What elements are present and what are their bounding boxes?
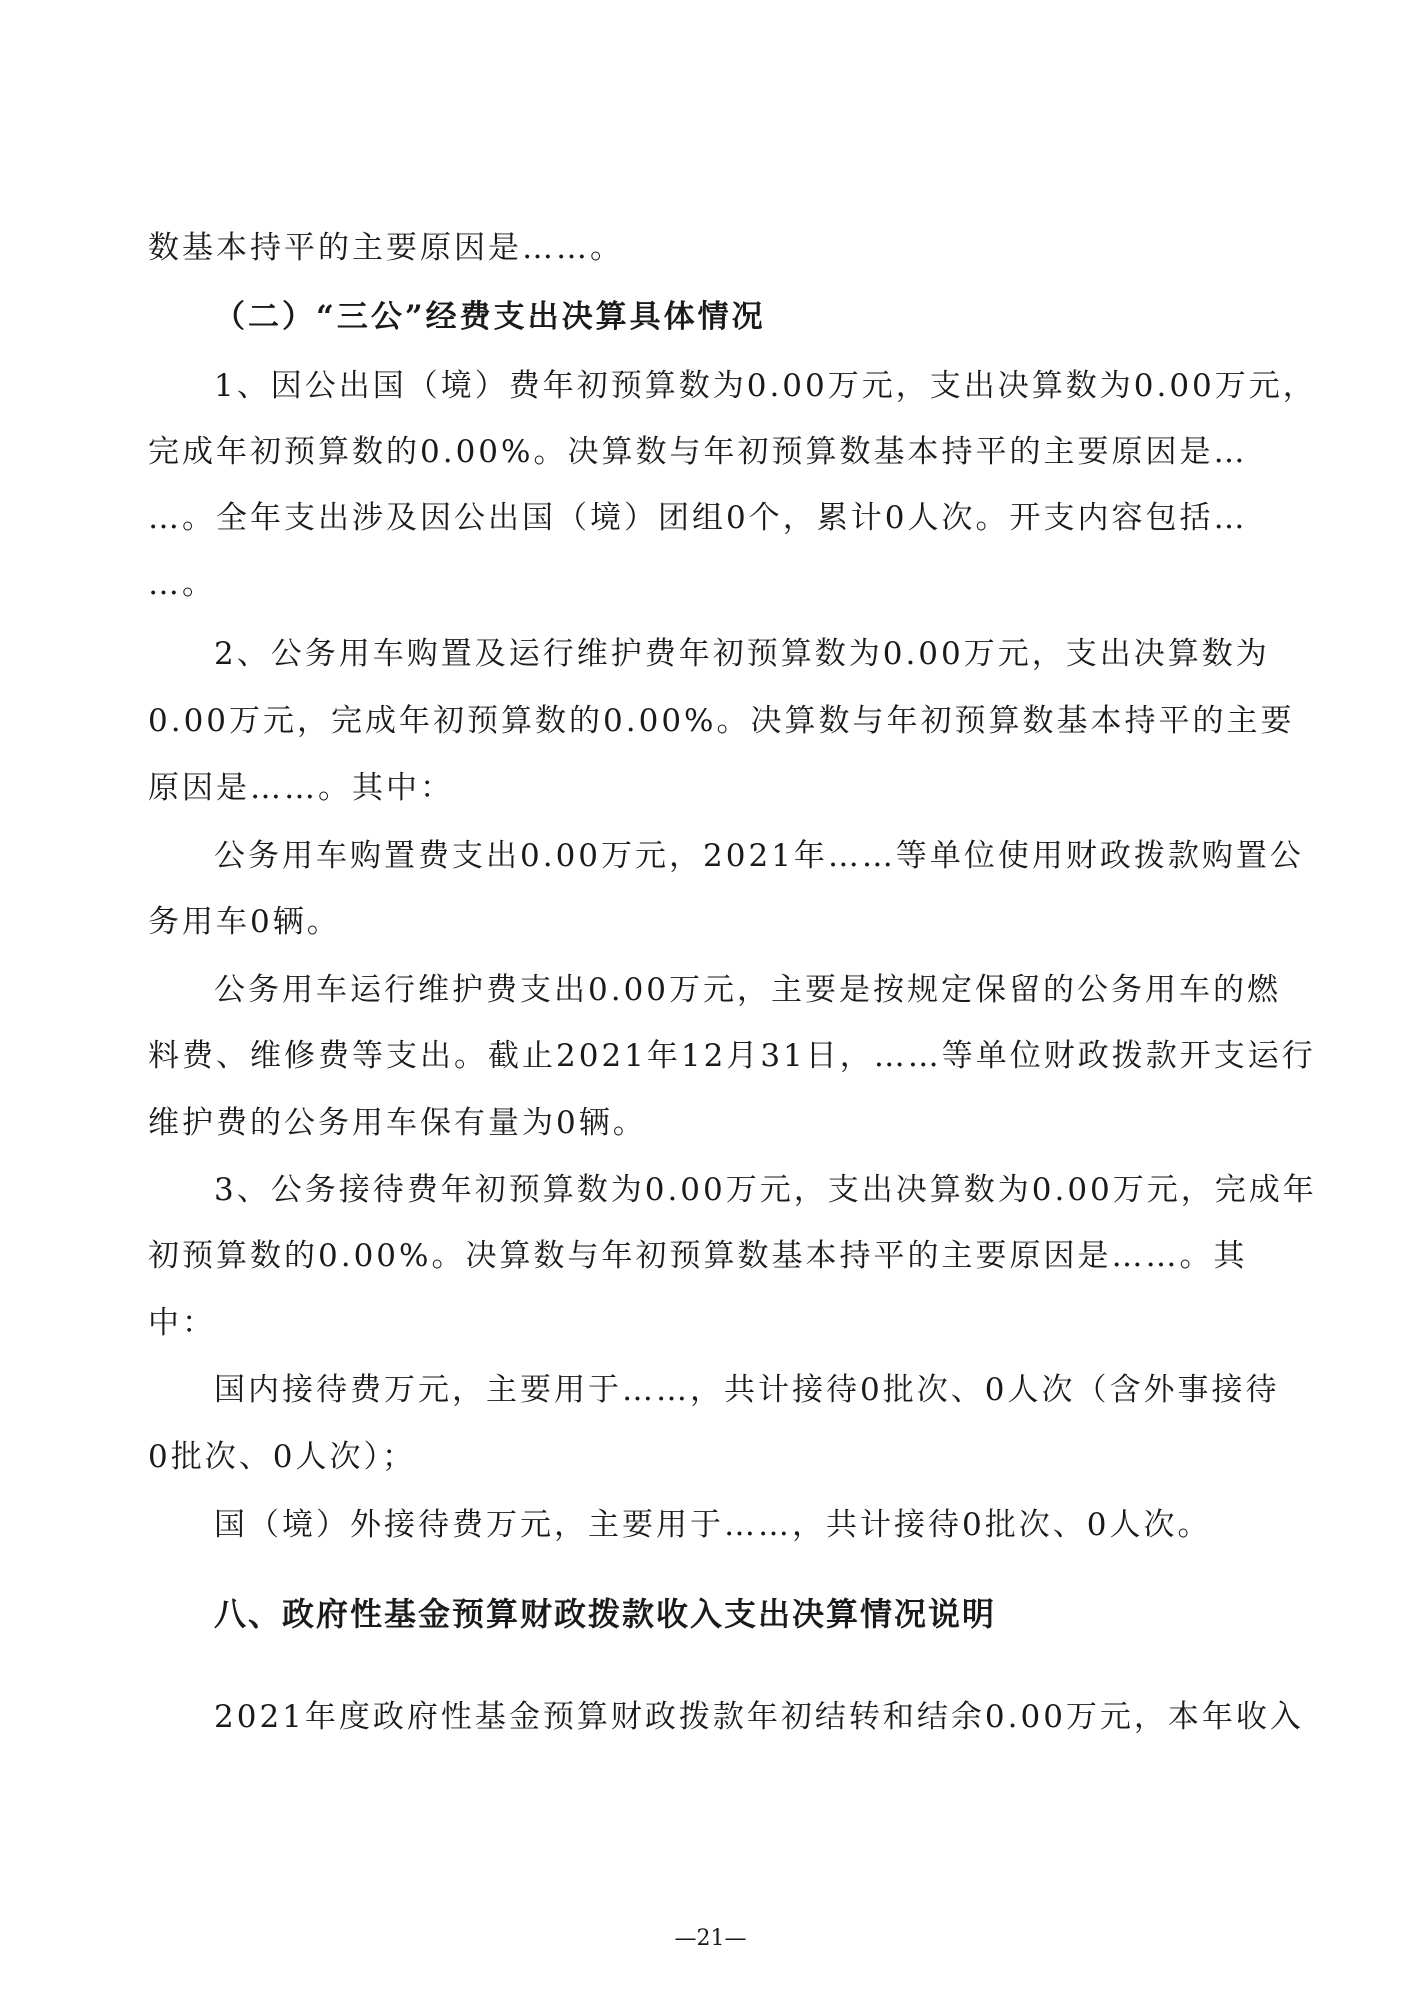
body-text-line: 2、公务用车购置及运行维护费年初预算数为0.00万元，支出决算数为	[214, 636, 1270, 672]
body-text-line: 0.00万元，完成年初预算数的0.00%。决算数与年初预算数基本持平的主要	[148, 703, 1295, 739]
body-text-line: …。全年支出涉及因公出国（境）团组0个，累计0人次。开支内容包括…	[148, 500, 1248, 536]
body-text-line: 中：	[148, 1305, 216, 1341]
body-text-line: …。	[148, 566, 216, 602]
section-heading: 八、政府性基金预算财政拨款收入支出决算情况说明	[214, 1595, 997, 1633]
body-text-line: 国内接待费万元，主要用于……，共计接待0批次、0人次（含外事接待	[214, 1372, 1280, 1408]
body-text-line: 2021年度政府性基金预算财政拨款年初结转和结余0.00万元，本年收入	[214, 1699, 1304, 1735]
body-text-line: 料费、维修费等支出。截止2021年12月31日，……等单位财政拨款开支运行	[148, 1038, 1316, 1074]
body-text-line: 原因是……。其中：	[148, 770, 454, 806]
body-text-line: 公务用车运行维护费支出0.00万元，主要是按规定保留的公务用车的燃	[214, 972, 1282, 1008]
body-text-line: 0批次、0人次）；	[148, 1439, 416, 1475]
body-text-line: 完成年初预算数的0.00%。决算数与年初预算数基本持平的主要原因是…	[148, 434, 1248, 470]
body-text-line: 务用车0辆。	[148, 904, 341, 940]
body-text-line: 数基本持平的主要原因是……。	[148, 230, 624, 266]
body-text-line: 3、公务接待费年初预算数为0.00万元，支出决算数为0.00万元，完成年	[214, 1172, 1317, 1208]
body-text-line: 初预算数的0.00%。决算数与年初预算数基本持平的主要原因是……。其	[148, 1238, 1248, 1274]
body-text-line: 公务用车购置费支出0.00万元，2021年……等单位使用财政拨款购置公	[214, 838, 1304, 874]
page-number: —21—	[674, 1926, 747, 1951]
body-text-line: 维护费的公务用车保有量为0辆。	[148, 1105, 647, 1141]
body-text-line: 1、因公出国（境）费年初预算数为0.00万元，支出决算数为0.00万元，	[214, 368, 1317, 404]
section-subheading: （二）“三公”经费支出决算具体情况	[214, 299, 766, 335]
body-text-line: 国（境）外接待费万元，主要用于……，共计接待0批次、0人次。	[214, 1507, 1212, 1543]
